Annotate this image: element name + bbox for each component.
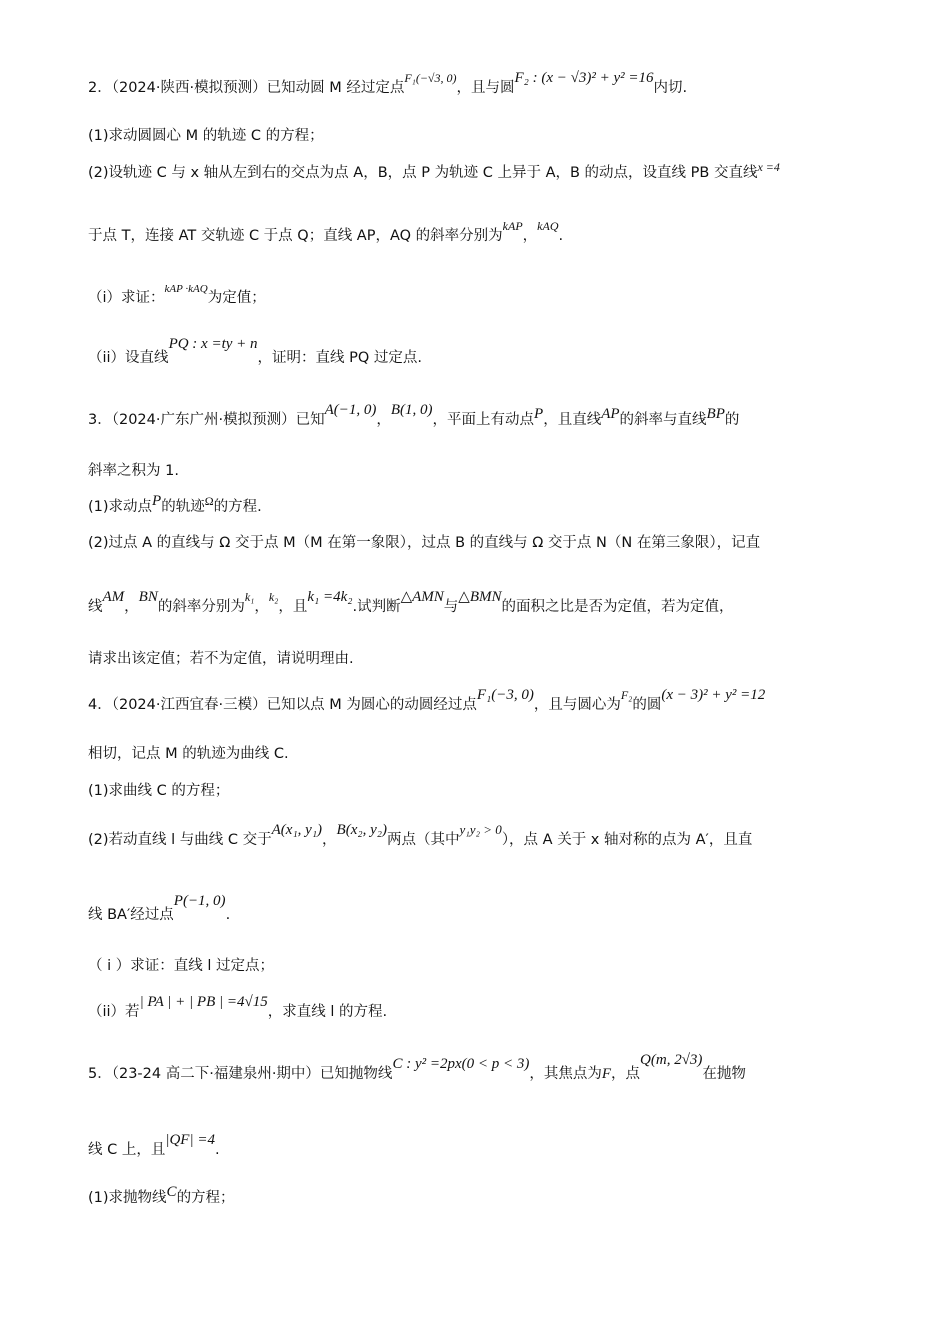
text-line: 5．（23-24 高二下·福建泉州·期中）已知抛物线C : y² =2px(0 < p < 3)，其焦点为F，点Q(m, 2√3)在抛物 (88, 1052, 746, 1082)
text-line: 4．（2024·江西宜春·三模）已知以点 M 为圆心的动圆经过点F₁(−3, 0)，且与圆心为$^{F_2}$的圆(x − 3)² + y² =12 (88, 687, 766, 713)
text-line: （i）求证：$^{kAP \cdot kAQ}$为定值； (88, 283, 266, 306)
text-line: 于点 T，连接 AT 交轨迹 C 于点 Q；直线 AP，AQ 的斜率分别为$^{kAP}$，$^{kAQ}$. (88, 219, 564, 244)
text-line: 线 BA′经过点P(−1, 0). (88, 893, 231, 923)
text-line: (2)过点 A 的直线与 Ω 交于点 M（M 在第一象限），过点 B 的直线与 Ω 交于点 N（N 在第三象限），记直 (88, 535, 761, 551)
text-line: （ i ）求证：直线 l 过定点； (88, 958, 274, 974)
text-line: 2．（2024·陕西·模拟预测）已知动圆 M 经过定点$^{F_1(-√3, 0)}$，且与圆F₂ : (x − √3)² + y² =16内切. (88, 70, 688, 96)
text-line: （ii）若| PA | + | PB | =4√15，求直线 l 的方程. (88, 994, 388, 1020)
text-line: 线AM，BN的斜率分别为$^{k_1}$，$^{k_2}$，且k₁ =4k₂.试判断△AMN与△BMN的面积之比是否为定值，若为定值， (88, 589, 734, 615)
text-line: (1)求动点P的轨迹$^\Omega$的方程. (88, 493, 262, 515)
text-line: (1)求动圆圆心 M 的轨迹 C 的方程； (88, 128, 324, 144)
text-line: 相切，记点 M 的轨迹为曲线 C. (88, 746, 289, 762)
text-line: 请求出该定值；若不为定值，请说明理由. (88, 651, 354, 667)
text-line: (2)若动直线 l 与曲线 C 交于A(x₁, y₁)，B(x₂, y₂)两点（其中y₁y₂ > 0），点 A 关于 x 轴对称的点为 A′，且直 (88, 822, 753, 848)
text-line: 斜率之积为 1. (88, 463, 179, 479)
text-line: (1)求曲线 C 的方程； (88, 783, 230, 799)
text-line: (2)设轨迹 C 与 x 轴从左到右的交点为点 A，B，点 P 为轨迹 C 上异于 A，B 的动点，设直线 PB 交直线$^{x =4}$ (88, 160, 780, 181)
text-line: (1)求抛物线C的方程； (88, 1184, 235, 1206)
text-line: 3．（2024·广东广州·模拟预测）已知A(−1, 0)，B(1, 0)，平面上有动点P，且直线AP的斜率与直线BP的 (88, 402, 740, 428)
text-line: （ii）设直线PQ : x =ty + n，证明：直线 PQ 过定点. (88, 336, 423, 366)
text-line: 线 C 上，且|QF| =4. (88, 1132, 220, 1158)
